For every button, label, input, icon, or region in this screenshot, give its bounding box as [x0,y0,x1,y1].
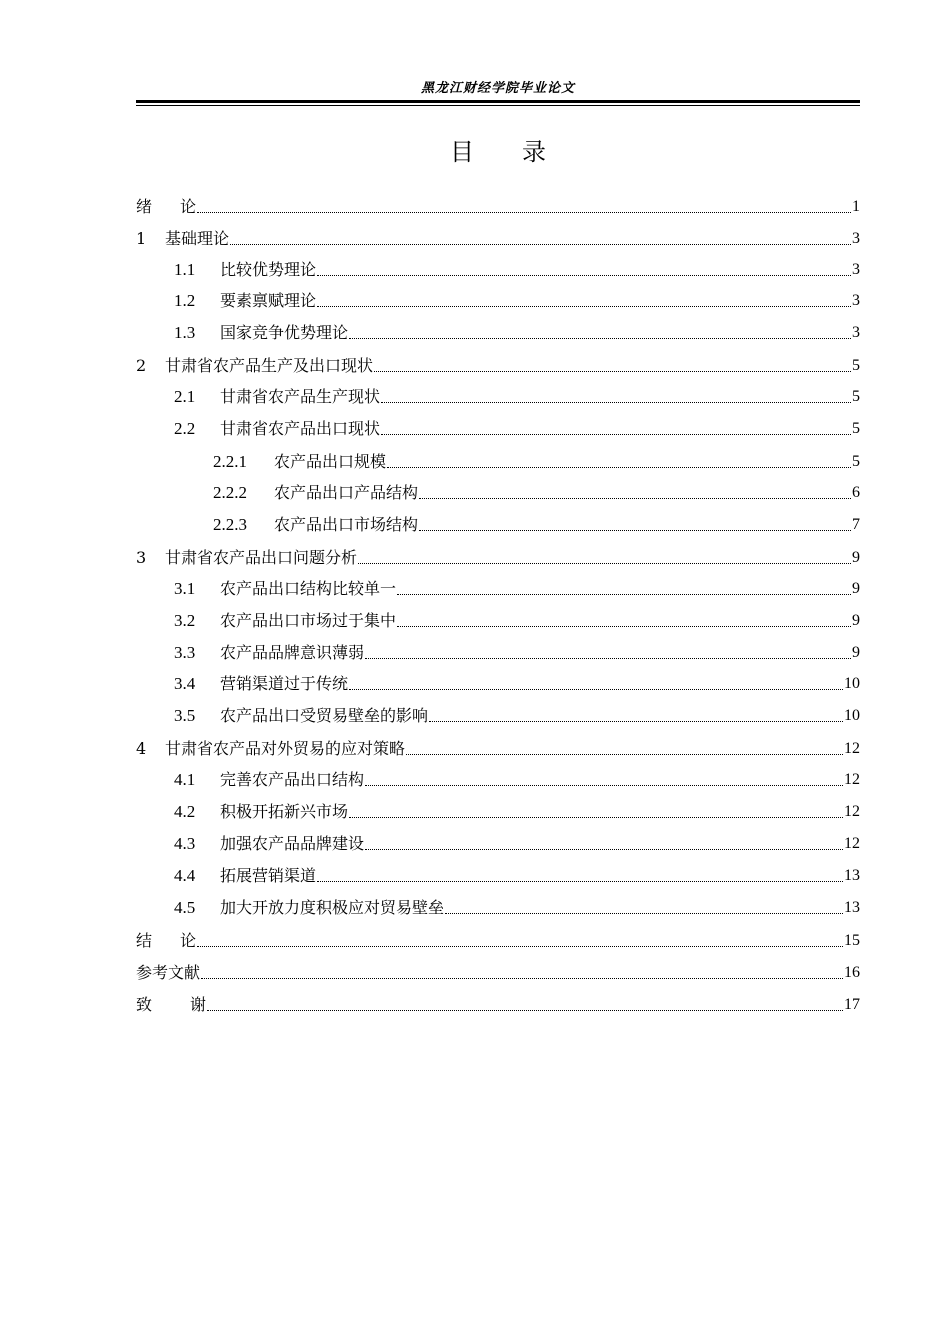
toc-entry-page: 3 [852,292,860,309]
toc-entry-page: 9 [852,580,860,597]
toc-entry-section-1-2[interactable] [136,287,860,311]
dot-leader [207,1009,843,1011]
toc-entry-label: 国家竞争优势理论 [220,323,349,342]
toc-entry-chapter-3[interactable] [136,544,860,568]
dot-leader [374,370,851,372]
dot-leader [365,657,851,659]
toc-entry-section-4-5[interactable] [136,894,860,918]
toc-entry-number: 3.5 [174,706,196,725]
toc-entry-label: 加强农产品品牌建设 [220,834,365,853]
toc-entry-section-2-2[interactable] [136,415,860,439]
dot-leader [397,625,851,627]
toc-entry-page: 9 [852,612,860,629]
toc-entry-number: 3.3 [174,643,196,662]
toc-entry-conclusion[interactable] [136,927,860,951]
toc-entry-section-3-5[interactable] [136,702,860,726]
toc-entry-number: 1 [136,229,147,248]
toc-entry-label: 要素禀赋理论 [220,291,317,310]
toc-entry-section-1-3[interactable] [136,319,860,343]
toc-entry-page: 12 [844,835,860,852]
toc-entry-section-4-1[interactable] [136,766,860,790]
toc-entry-number: 4.4 [174,866,196,885]
toc-entry-section-3-1[interactable] [136,575,860,599]
toc-entry-number: 2.2.1 [213,452,247,471]
toc-entry-number: 3.2 [174,611,196,630]
dot-leader [387,466,851,468]
toc-entry-section-3-4[interactable] [136,670,860,694]
header-rule-thick [136,100,860,103]
dot-leader [201,977,843,979]
toc-entry-label: 农产品出口产品结构 [274,483,419,502]
toc-title-char-2: 录 [522,138,546,166]
toc-entry-page: 10 [844,707,860,724]
dot-leader [349,337,851,339]
toc-entry-number: 1.3 [174,323,196,342]
toc-entry-page: 9 [852,644,860,661]
dot-leader [381,433,851,435]
toc-entry-page: 13 [844,867,860,884]
toc-entry-number: 4.3 [174,834,196,853]
toc-entry-label: 参考文献 [136,963,201,982]
dot-leader [445,912,843,914]
toc-entry-label: 加大开放力度积极应对贸易壁垒 [220,898,445,917]
toc-entry-page: 12 [844,740,860,757]
dot-leader [317,305,851,307]
toc-entry-page: 10 [844,675,860,692]
toc-entry-number: 2.2 [174,419,196,438]
dot-leader [406,753,843,755]
toc-entry-number: 3.4 [174,674,196,693]
toc-entry-page: 12 [844,771,860,788]
toc-entry-page: 5 [852,388,860,405]
toc-entry-page: 17 [844,996,860,1013]
toc-entry-section-2-1[interactable] [136,383,860,407]
toc-entry-label: 甘肃省农产品出口现状 [220,419,381,438]
toc-entry-label: 完善农产品出口结构 [220,770,365,789]
toc-entry-number: 1.2 [174,291,196,310]
dot-leader [381,401,851,403]
toc-entry-label: 农产品品牌意识薄弱 [220,643,365,662]
toc-entry-section-3-3[interactable] [136,639,860,663]
toc-entry-subsection-2-2-2[interactable] [136,479,860,503]
toc-entry-section-4-3[interactable] [136,830,860,854]
toc-entry-page: 13 [844,899,860,916]
toc-entry-number: 4.1 [174,770,196,789]
toc-entry-page: 6 [852,484,860,501]
toc-entry-label: 营销渠道过于传统 [220,674,349,693]
toc-entry-subsection-2-2-3[interactable] [136,511,860,535]
dot-leader [429,720,843,722]
dot-leader [197,945,843,947]
toc-entry-label: 农产品出口受贸易壁垒的影响 [220,706,429,725]
toc-entry-number: 4 [136,739,147,758]
dot-leader [230,243,851,245]
toc-entry-number: 2.1 [174,387,196,406]
toc-entry-references[interactable] [136,959,860,983]
toc-entry-page: 5 [852,453,860,470]
toc-entry-section-4-4[interactable] [136,862,860,886]
toc-entry-number: 3.1 [174,579,196,598]
toc-entry-introduction[interactable] [136,193,860,217]
toc-entry-number: 4.2 [174,802,196,821]
dot-leader [419,529,851,531]
toc-entry-page: 15 [844,932,860,949]
dot-leader [197,211,851,213]
dot-leader [397,593,851,595]
toc-entry-chapter-2[interactable] [136,352,860,376]
toc-entry-label: 积极开拓新兴市场 [220,802,349,821]
toc-entry-label: 农产品出口市场过于集中 [220,611,397,630]
dot-leader [365,784,843,786]
running-header-title: 黑龙江财经学院毕业论文 [420,81,575,96]
toc-entry-page: 3 [852,230,860,247]
toc-entry-label: 比较优势理论 [220,260,317,279]
toc-entry-chapter-4[interactable] [136,735,860,759]
toc-title [136,136,860,168]
dot-leader [419,497,851,499]
toc-entry-label: 农产品出口规模 [274,452,387,471]
toc-entry-page: 12 [844,803,860,820]
toc-entry-page: 1 [852,198,860,215]
toc-title-char-1: 目 [450,138,474,166]
toc-entry-label: 结论 [136,931,225,950]
toc-entry-label: 甘肃省农产品对外贸易的应对策略 [165,739,406,758]
toc-entry-page: 16 [844,964,860,981]
toc-entry-number: 4.5 [174,898,196,917]
toc-entry-page: 5 [852,357,860,374]
dot-leader [317,880,843,882]
toc-entry-section-4-2[interactable] [136,798,860,822]
toc-entry-number: 2.2.3 [213,515,247,534]
toc-entry-label: 致谢 [136,995,245,1014]
toc-entry-chapter-1[interactable] [136,225,860,249]
toc-entry-label: 农产品出口市场结构 [274,515,419,534]
toc-entry-label: 绪论 [136,197,225,216]
header-rule-thin [136,105,860,106]
toc-entry-section-1-1[interactable] [136,256,860,280]
toc-entry-page: 3 [852,324,860,341]
dot-leader [317,274,851,276]
toc-entry-label: 基础理论 [165,229,230,248]
toc-entry-number: 1.1 [174,260,196,279]
dot-leader [349,688,843,690]
toc-entry-label: 甘肃省农产品出口问题分析 [165,548,358,567]
dot-leader [349,816,843,818]
toc-entry-number: 3 [136,548,147,567]
toc-entry-page: 7 [852,516,860,533]
toc-entry-label: 甘肃省农产品生产及出口现状 [165,356,374,375]
toc-entry-acknowledgements[interactable] [136,991,860,1015]
toc-entry-label: 拓展营销渠道 [220,866,317,885]
toc-entry-page: 3 [852,261,860,278]
toc-entry-label: 甘肃省农产品生产现状 [220,387,381,406]
dot-leader [365,848,843,850]
dot-leader [358,562,851,564]
toc-entry-section-3-2[interactable] [136,607,860,631]
toc-entry-subsection-2-2-1[interactable] [136,448,860,472]
toc-entry-number: 2 [136,356,147,375]
toc-entry-label: 农产品出口结构比较单一 [220,579,397,598]
toc-entry-number: 2.2.2 [213,483,247,502]
toc-entry-page: 9 [852,549,860,566]
toc-entry-page: 5 [852,420,860,437]
